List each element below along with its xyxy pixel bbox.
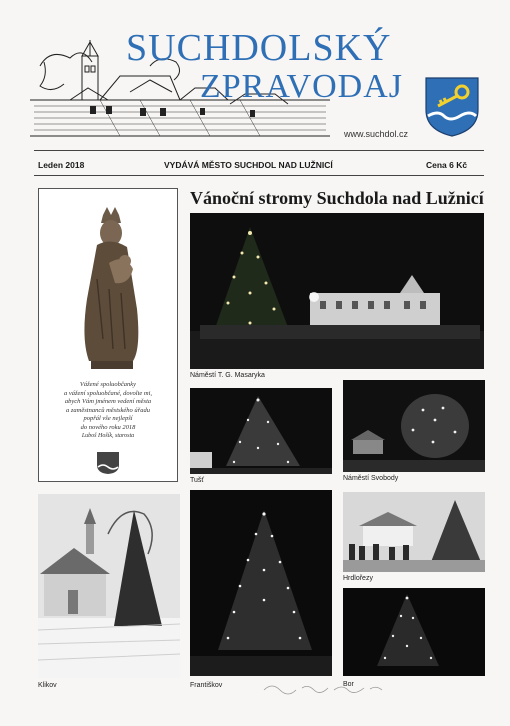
madonna-statue-image — [39, 189, 177, 379]
masthead-title: SUCHDOLSKÝ — [126, 27, 392, 69]
photo-klikov — [38, 494, 180, 678]
caption-klikov: Klikov — [38, 682, 57, 689]
pencil-scribble-mark — [262, 680, 392, 696]
caption-svobody: Náměstí Svobody — [343, 475, 399, 482]
caption-bor: Bor — [343, 681, 354, 688]
caption-masaryka: Náměstí T. G. Masaryka — [190, 372, 265, 379]
masthead-subtitle: ZPRAVODAJ — [200, 68, 403, 105]
price: Cena 6 Kč — [426, 160, 468, 170]
photo-frantiskov — [190, 490, 332, 676]
greeting-text: Vážené spoluobčanky a vážení spoluobčané, dovolte mi, abych Vám jménem vedení města a zaměstnanců městského úřadu popřál vše nejlepší do nového roku 2018 — [63, 381, 153, 431]
website-link[interactable]: www.suchdol.cz — [344, 129, 409, 139]
caption-tust: Tušť — [190, 477, 205, 484]
article-headline: Vánoční stromy Suchdola nad Lužnicí — [190, 188, 484, 208]
publisher: VYDÁVÁ MĚSTO SUCHDOL NAD LUŽNICÍ — [164, 160, 333, 170]
caption-frantiskov: Františkov — [190, 682, 223, 689]
photo-tust — [190, 388, 332, 474]
town-crest-icon — [424, 76, 480, 138]
photo-svobody-square — [343, 380, 485, 472]
bottom-rule — [34, 175, 484, 176]
photo-masaryka-square — [190, 213, 484, 369]
greeting-signature: Luboš Hošík, starosta — [81, 433, 135, 439]
top-rule — [34, 150, 484, 151]
issue-date: Leden 2018 — [38, 160, 85, 170]
greeting-card — [38, 188, 178, 482]
photo-hrdlorezy — [343, 492, 485, 572]
photo-bor — [343, 588, 485, 676]
caption-hrdlorezy: Hrdlořezy — [343, 575, 373, 582]
small-crest-icon — [96, 451, 120, 475]
